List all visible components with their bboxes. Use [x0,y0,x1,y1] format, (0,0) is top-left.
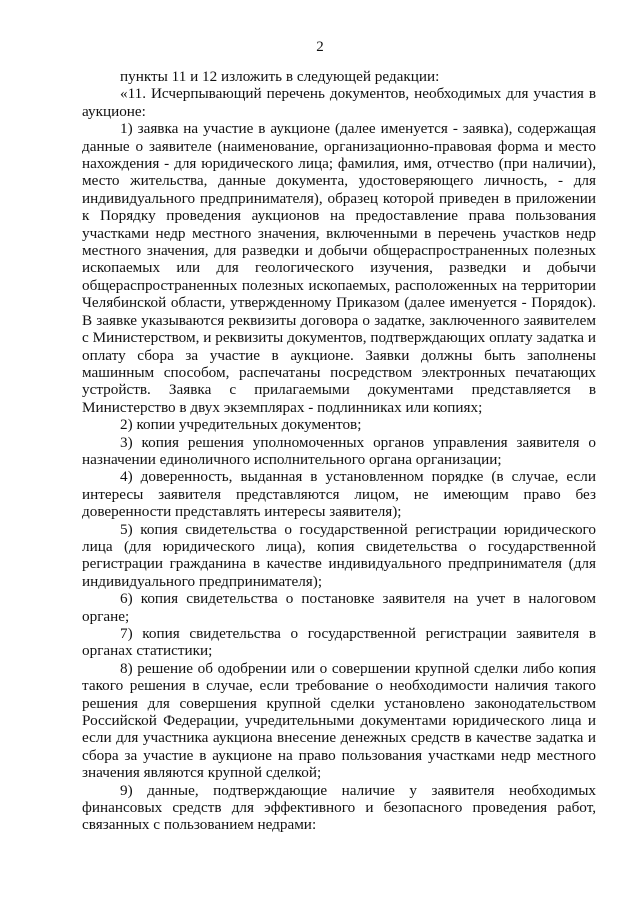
intro-paragraph: пункты 11 и 12 изложить в следующей редакции: [120,68,440,85]
list-item-8: 8) решение об одобрении или о совершении крупной сделки либо копия такого решения в случае, если требование о необходимости наличия такого решения для совершения крупной сделки установлено законодательством Российской Федерации, учредительными документами юридического лица и если для участника аукциона внесение денежных средств в качестве задатка и сбора за участие в аукционе на право пользования участками недр местного значения являются крупной сделкой; [82,659,596,782]
list-item-7: 7) копия свидетельства о государственной регистрации заявителя в органах статистики; [82,625,596,660]
list-item-2: 2) копии учредительных документов; [120,416,362,434]
list-item-3: 3) копия решения уполномоченных органов управления заявителя о назначении единоличного исполнительного органа организации; [82,433,596,468]
list-item-6: 6) копия свидетельства о постановке заявителя на учет в налоговом органе; [82,590,596,625]
list-item-5: 5) копия свидетельства о государственной регистрации юридического лица (для юридического лица), копия свидетельства о государственной регистрации гражданина в качестве индивидуального предпринимателя (для индивидуального предпринимателя); [82,520,596,590]
document-body [82,68,596,834]
page-number: 2 [316,39,324,55]
list-item-9: 9) данные, подтверждающие наличие у заявителя необходимых финансовых средств для эффективного и безопасного проведения работ, связанных с пользованием недрами: [82,781,596,834]
clause-11-heading: «11. Исчерпывающий перечень документов, необходимых для участия в аукционе: [82,85,596,120]
list-item-4: 4) доверенность, выданная в установленном порядке (в случае, если интересы заявителя представляются лицом, не имеющим право без доверенности представлять интересы заявителя); [82,468,596,521]
list-item-1: 1) заявка на участие в аукционе (далее именуется - заявка), содержащая данные о заявителе (наименование, организационно-правовая форма и место нахождения - для юридического лица; фамилия, имя, отчество (при наличии), место жительства, данные документа, удостоверяющего личность, - для индивидуального предпринимателя), образец которой приведен в приложении к Порядку проведения аукционов на предоставление права пользования участками недр местного значения, включенными в перечень участков недр местного значения, для разведки и добычи общераспространенных полезных ископаемых или для геологического изучения, разведки и добычи общераспространенных полезных ископаемых, расположенных на территории Челябинской области, утвержденному Приказом (далее именуется - Порядок). В заявке указываются реквизиты договора о задатке, заключенного заявителем с Министерством, и реквизиты документов, подтверждающих оплату задатка и оплату сбора за участие в аукционе. Заявки должны быть заполнены машинным способом, распечатаны посредством электронных печатающих устройств. Заявка с прилагаемыми документами представляется в Министерство в двух экземплярах - подлинниках или копиях; [82,120,596,416]
